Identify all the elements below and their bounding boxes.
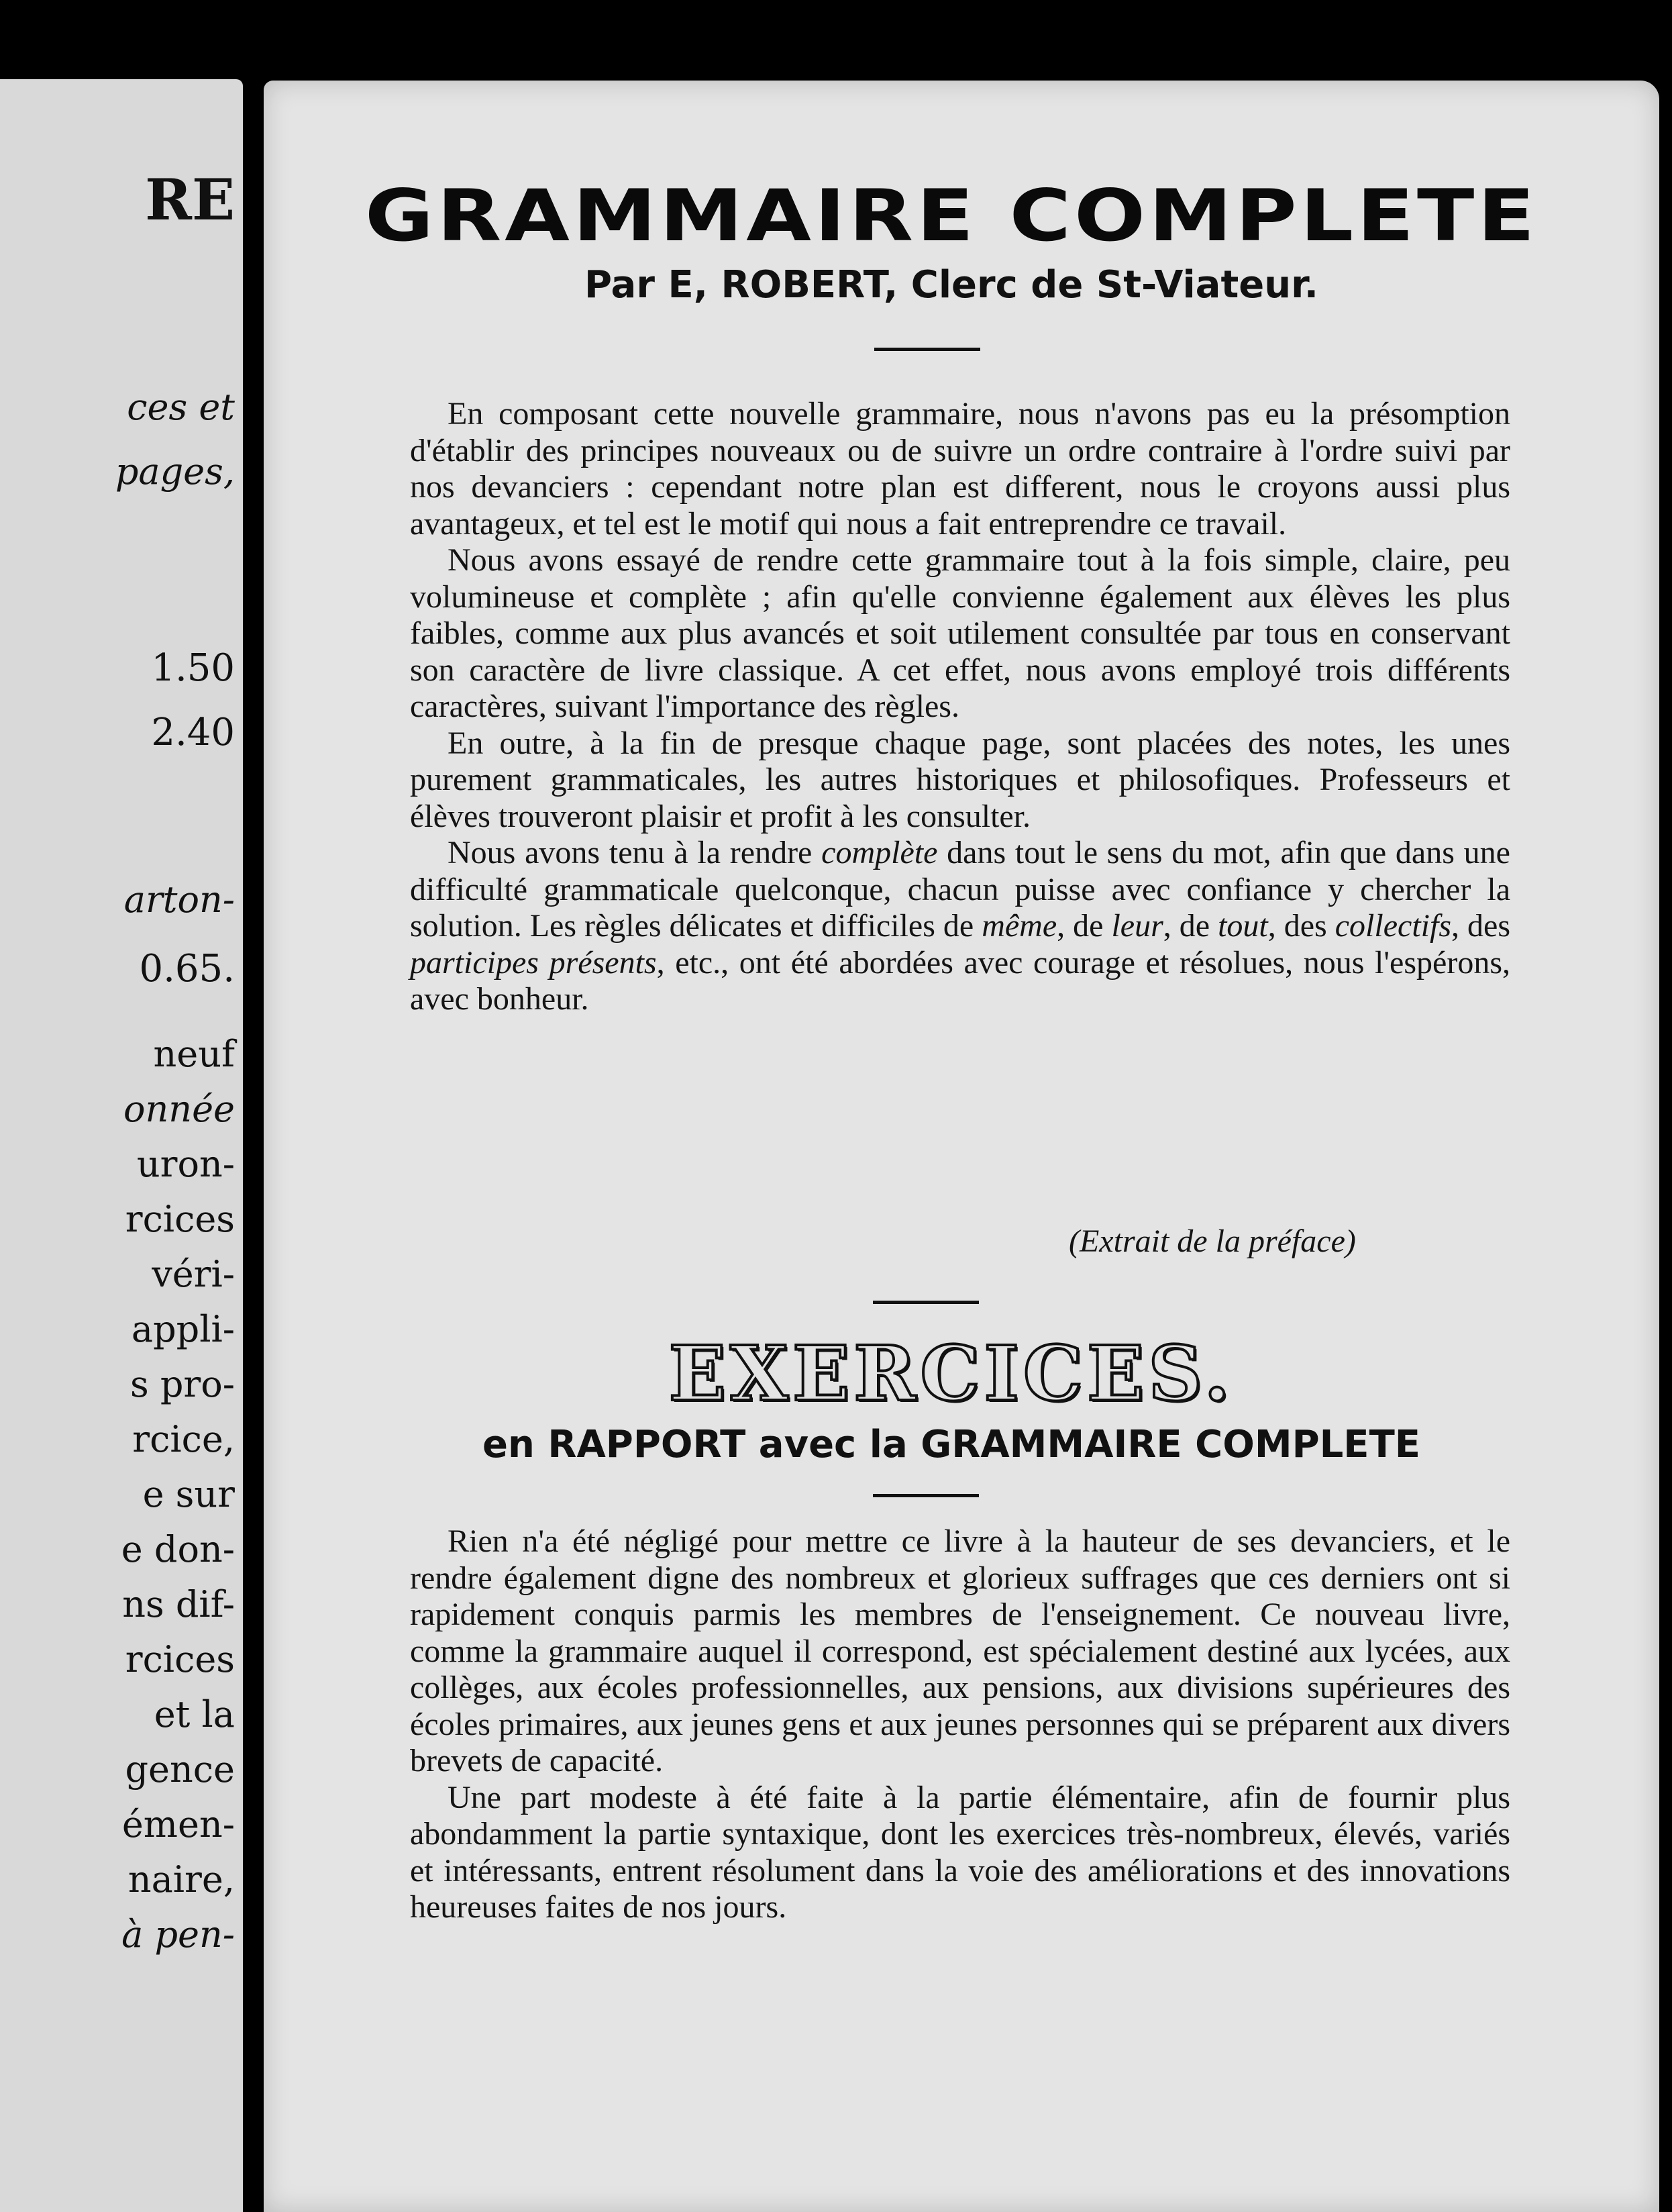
left-fragment: neuf <box>153 1033 235 1075</box>
preface-source: (Extrait de la préface) <box>1069 1223 1356 1259</box>
left-fragment: rcices <box>125 1198 235 1240</box>
preface-paragraph: Nous avons essayé de rendre cette grammaire tout à la fois simple, claire, peu volumineuse et complète ; afin qu'elle convienne également aux élèves les plus faibles, comme aux plus avancés et soit utilement consultée par tous en conservant son caractère de livre classique. A cet effet, nous avons employé trois différents caractères, suivant l'importance des règles. <box>410 542 1510 724</box>
left-fragment: ns dif- <box>122 1583 235 1625</box>
text-run: , de <box>1057 908 1112 944</box>
text-run: Nous avons tenu à la rendre <box>448 835 822 870</box>
text-run: , des <box>1267 908 1335 944</box>
left-facing-page <box>0 79 243 2212</box>
left-fragment: naire, <box>127 1858 235 1901</box>
main-page <box>264 81 1659 2212</box>
exercises-title: EXERCICES. <box>668 1330 1235 1418</box>
divider <box>873 1301 979 1304</box>
left-fragment: et la <box>154 1693 235 1736</box>
left-fragment: appli- <box>131 1308 235 1350</box>
text-run: , etc., ont été abordées avec courage et résolues, nous l'espérons, avec bonheur. <box>410 944 1510 1017</box>
left-fragment: 2.40 <box>151 711 235 754</box>
exercises-text <box>410 1523 1510 1926</box>
left-fragment: 0.65. <box>139 947 235 991</box>
left-fragment: uron- <box>136 1143 235 1185</box>
page-title: GRAMMAIRE COMPLETE <box>364 174 1538 257</box>
preface-paragraph: En composant cette nouvelle grammaire, nous n'avons pas eu la présomption d'établir des principes nouveaux ou de suivre un ordre contraire à l'ordre suivi par nos devanciers : cependant notre plan est different, nous le croyons aussi plus avantageux, et tel est le motif qui nous a fait entreprendre ce travail. <box>410 396 1510 542</box>
text-run: dans tout le sens du mot, afin que dans une difficulté grammaticale quelconque, chacun puisse avec confiance y chercher la solution. Les règles délicates et difficiles de <box>410 835 1510 944</box>
exercises-paragraph: Rien n'a été négligé pour mettre ce livre à la hauteur de ses devanciers, et le rendre également digne des nombreux et glorieux suffrages que ces derniers ont si rapidement conquis parmis les membres de l'enseignement. Ce nouveau livre, comme la grammaire auquel il correspond, est spécialement destiné aux lycées, aux collèges, aux écoles professionnelles, aux pensions, aux divisions supérieures des écoles primaires, aux jeunes gens et aux jeunes personnes qui se préparent aux divers brevets de capacité. <box>410 1523 1510 1778</box>
emphasis: participes présents <box>410 944 657 981</box>
left-fragment: RE <box>145 166 235 233</box>
emphasis: même <box>982 908 1057 944</box>
emphasis: collectifs <box>1335 908 1452 944</box>
left-fragment: arton- <box>123 878 235 921</box>
left-fragment: 1.50 <box>151 646 235 690</box>
left-fragment: ces et <box>127 386 235 428</box>
left-fragment: à pen- <box>121 1913 235 1956</box>
exercises-subtitle: en RAPPORT avec la GRAMMAIRE COMPLETE <box>482 1423 1421 1466</box>
text-run: , des <box>1451 908 1510 944</box>
emphasis: leur <box>1111 908 1163 944</box>
left-fragment: onnée <box>123 1088 235 1130</box>
preface-paragraph <box>410 835 1510 1018</box>
left-fragment: émen- <box>121 1803 235 1846</box>
left-fragment: rcice, <box>132 1418 235 1460</box>
emphasis: complète <box>821 835 938 870</box>
text-run: , de <box>1163 908 1218 944</box>
left-fragment: véri- <box>152 1253 235 1295</box>
left-fragment: e sur <box>142 1473 235 1515</box>
left-fragment: s pro- <box>129 1363 235 1405</box>
emphasis: tout <box>1218 908 1268 944</box>
exercises-paragraph: Une part modeste à été faite à la partie élémentaire, afin de fournir plus abondamment la partie syntaxique, dont les exercices très-nombreux, élevés, variés et intéressants, entrent résolument dans la voie des améliorations et des innovations heureuses faites de nos jours. <box>410 1779 1510 1925</box>
preface-text <box>410 396 1510 1018</box>
left-fragment: gence <box>125 1748 235 1791</box>
divider <box>873 1494 979 1497</box>
author-line: Par E, ROBERT, Clerc de St-Viateur. <box>584 263 1318 307</box>
divider <box>874 348 980 351</box>
left-fragment: pages, <box>115 450 235 493</box>
preface-paragraph: En outre, à la fin de presque chaque page, sont placées des notes, les unes purement grammaticales, les autres historiques et philosofiques. Professeurs et élèves trouveront plaisir et profit à les consulter. <box>410 725 1510 834</box>
left-fragment: rcices <box>125 1638 235 1680</box>
left-fragment: e don- <box>121 1528 235 1570</box>
